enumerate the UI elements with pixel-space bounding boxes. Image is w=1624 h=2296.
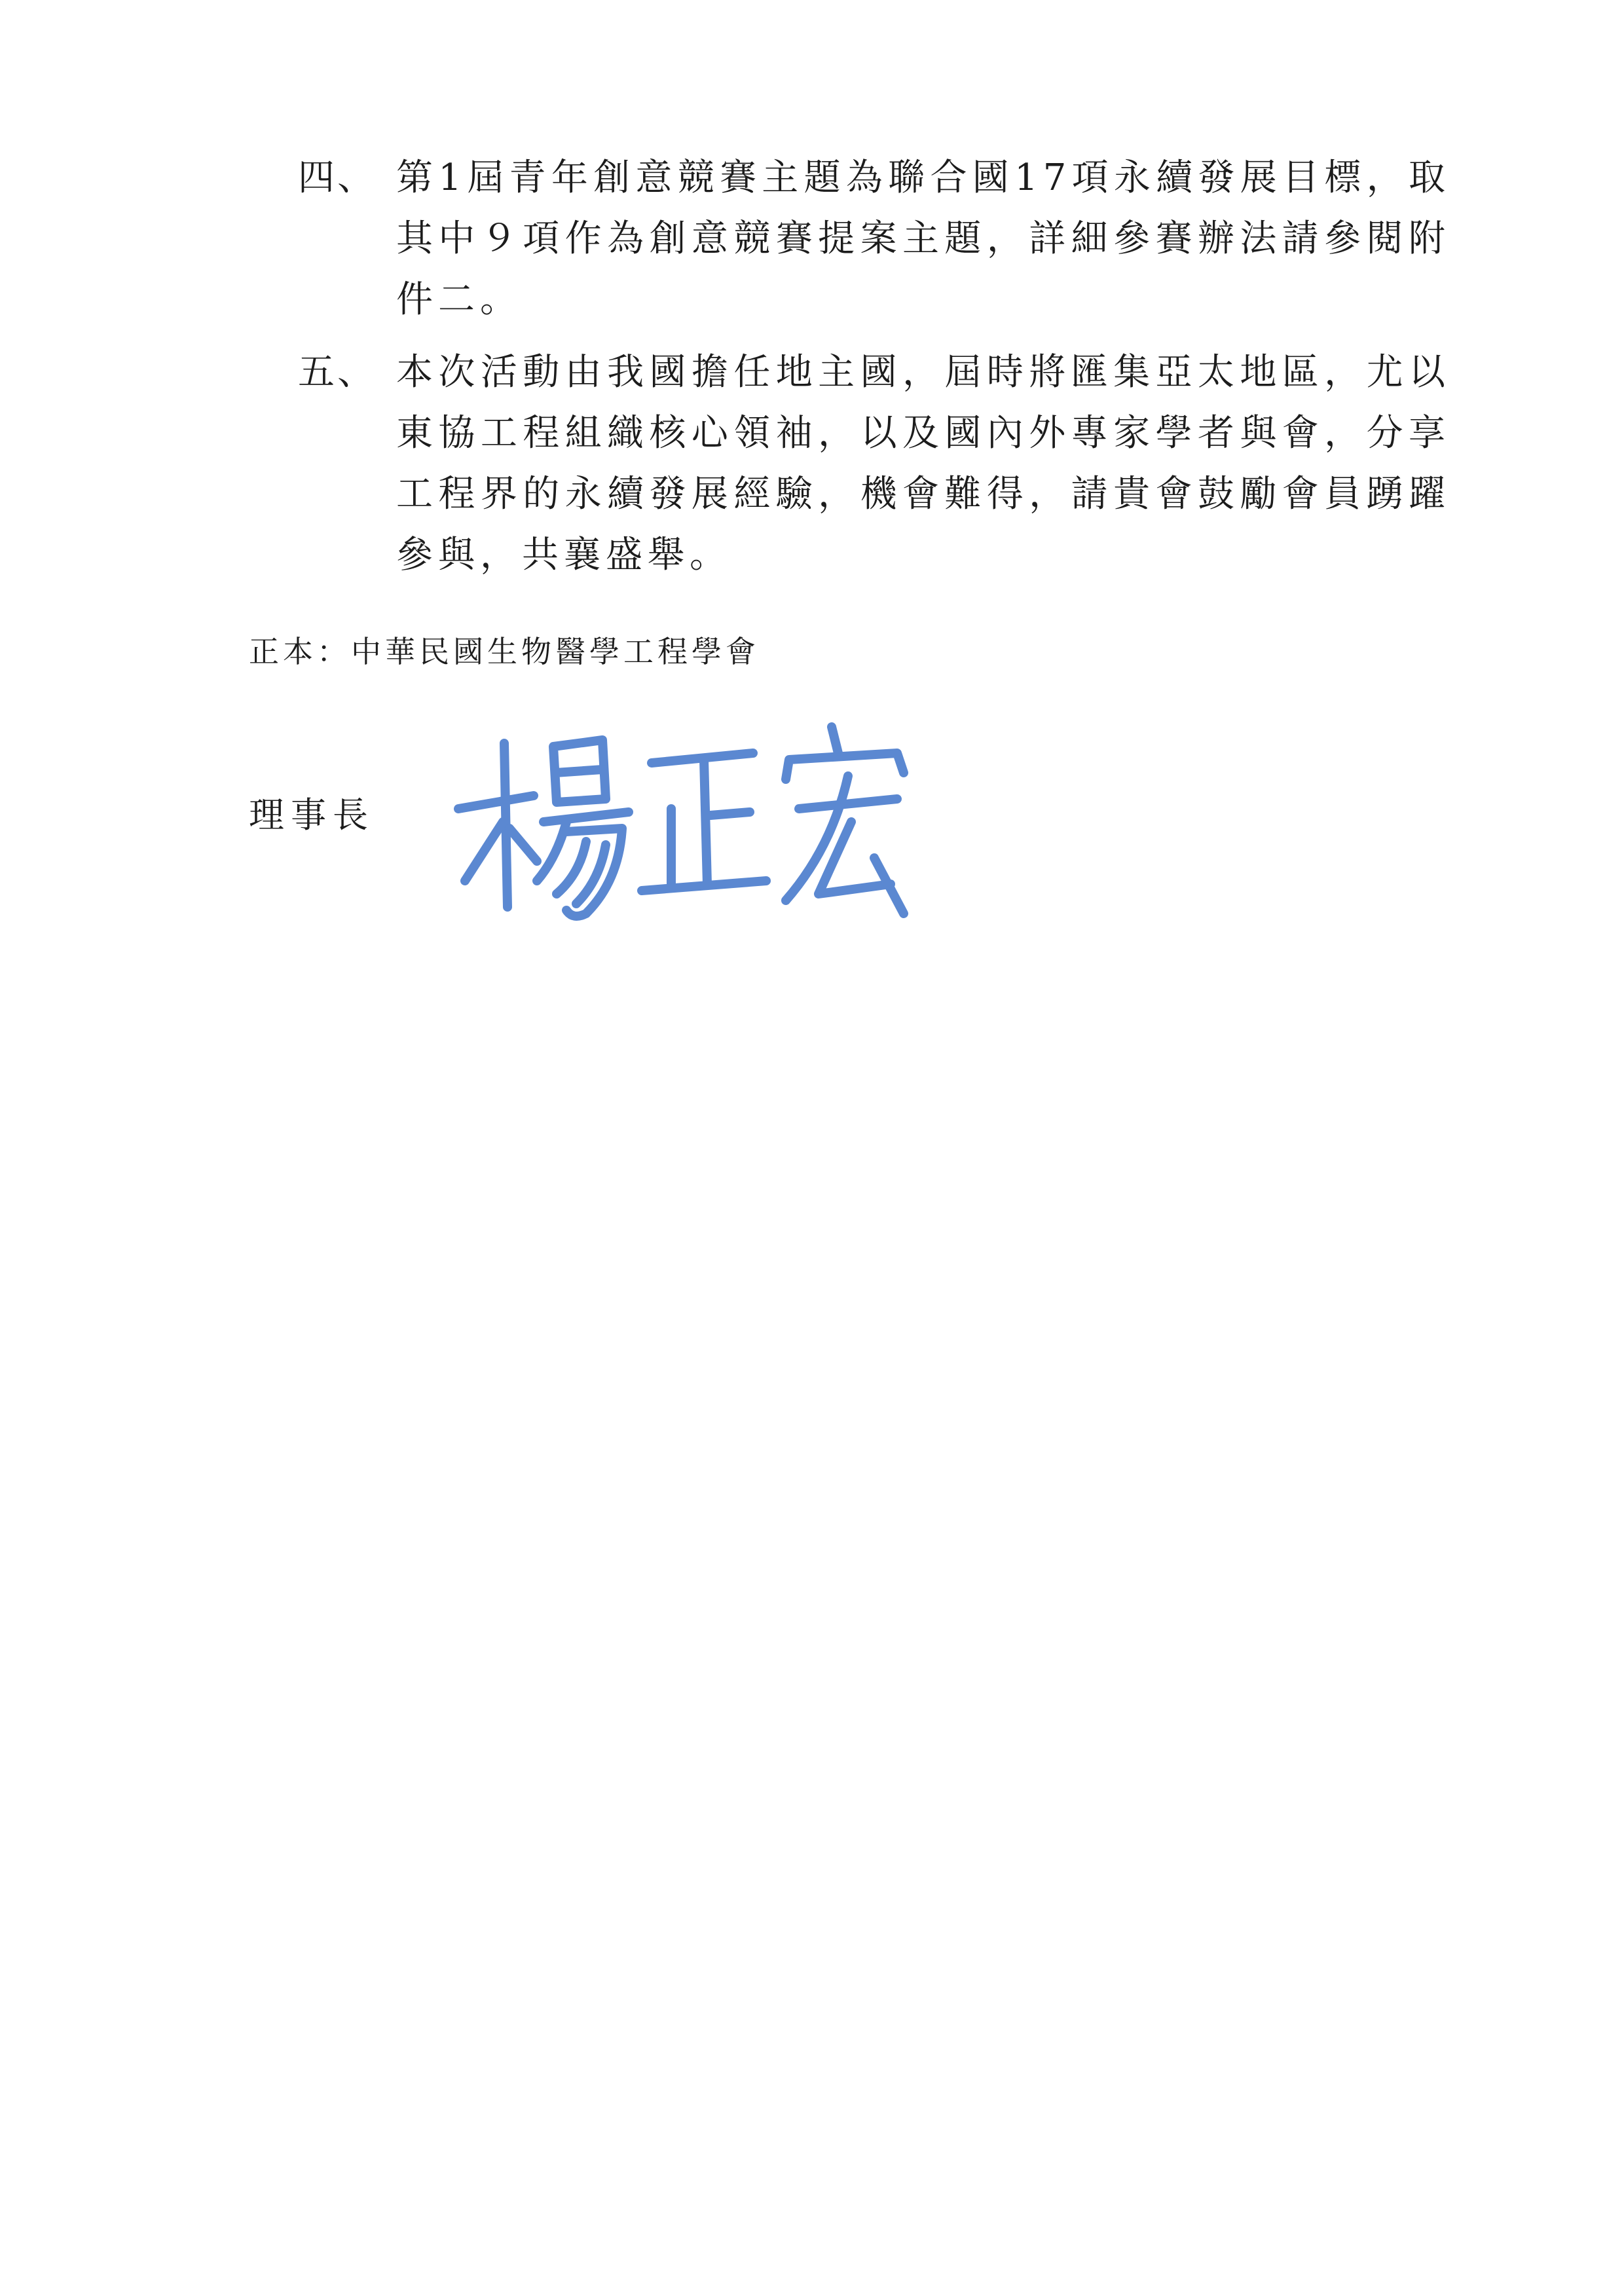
handwritten-signature [445,717,917,933]
signatory-title: 理事長 [249,794,375,836]
item-text: 第1屆青年創意競賽主題為聯合國17項永續發展目標，取其中９項作為創意競賽提案主題，詳細參賽辦法請參閱附件二。 [396,157,1450,321]
item-text: 本次活動由我國擔任地主國，屆時將匯集亞太地區，尤以東協工程組織核心領袖，以及國內外專家學者與會，分享工程界的永續發展經驗，機會難得，請貴會鼓勵會員踴躍參與，共襄盛舉。 [396,351,1450,576]
recipient-line: 正本：中華民國生物醫學工程學會 [249,634,760,669]
item-number: 四、 [298,157,377,199]
item-number: 五、 [298,351,377,394]
